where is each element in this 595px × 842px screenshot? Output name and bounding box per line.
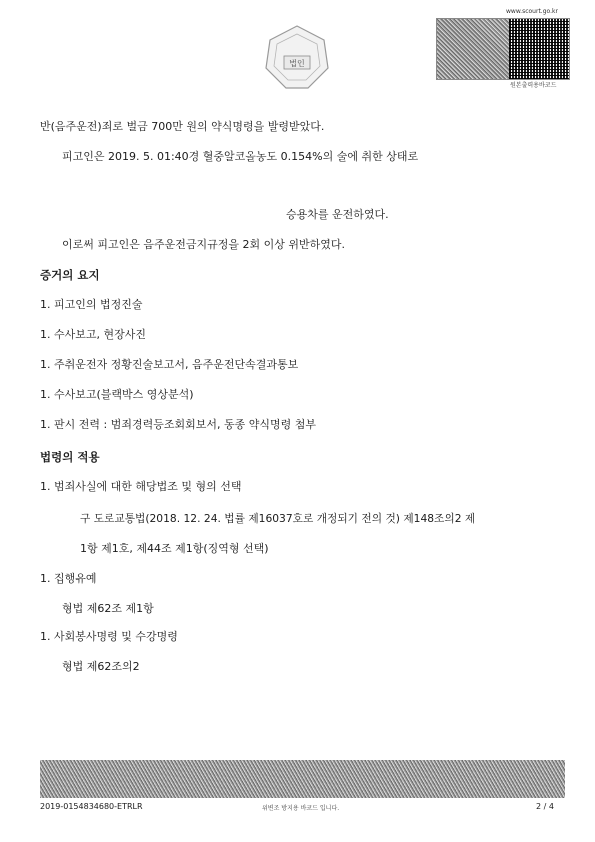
law-heading: 법령의 적용 [40, 450, 100, 464]
evidence-heading: 증거의 요지 [40, 268, 100, 282]
evidence-item: 1. 수사보고(블랙박스 영상분석) [40, 388, 194, 401]
qr-caption: 원본출력용바코드 [510, 82, 557, 89]
law-item-2-title: 1. 집행유예 [40, 572, 97, 585]
evidence-item: 1. 판시 전력 : 범죄경력등조회회보서, 동종 약식명령 첨부 [40, 418, 316, 431]
law-item-1-detail-line1: 구 도로교통법(2018. 12. 24. 법률 제16037호로 개정되기 전의 것) 제148조의2 제 [80, 512, 476, 525]
barcode-notice: 위변조 방지용 바코드 입니다. [262, 805, 340, 812]
document-id: 2019-0154834680-ETRLR [40, 802, 143, 811]
law-item-3-detail: 형법 제62조의2 [62, 660, 140, 673]
law-item-1-detail-line2: 1항 제1호, 제44조 제1항(징역형 선택) [80, 542, 269, 555]
page-number: 2 / 4 [536, 802, 554, 811]
evidence-item: 1. 수사보고, 현장사진 [40, 328, 146, 341]
law-item-3-title: 1. 사회봉사명령 및 수강명령 [40, 630, 178, 643]
verification-barcode [436, 18, 570, 80]
evidence-item: 1. 피고인의 법정진술 [40, 298, 143, 311]
law-item-1-title: 1. 범죄사실에 대한 해당법조 및 형의 선택 [40, 480, 242, 493]
evidence-item: 1. 주취운전자 정황진술보고서, 음주운전단속결과통보 [40, 358, 299, 371]
qr-url: www.scourt.go.kr [506, 8, 558, 15]
court-seal-icon [262, 22, 332, 92]
anti-forgery-barcode [40, 760, 565, 798]
law-item-2-detail: 형법 제62조 제1항 [62, 602, 154, 615]
body-line-4: 이로써 피고인은 음주운전금지규정을 2회 이상 위반하였다. [62, 238, 345, 251]
body-line-2: 피고인은 2019. 5. 01:40경 혈중알코올농도 0.154%의 술에 취한 상태로 [62, 150, 419, 163]
seal-text: 법인 [289, 59, 305, 68]
qr-code-icon [509, 19, 569, 79]
body-line-1: 반(음주운전)죄로 벌금 700만 원의 약식명령을 발령받았다. [40, 120, 325, 133]
body-line-3: 승용차를 운전하였다. [286, 208, 389, 221]
